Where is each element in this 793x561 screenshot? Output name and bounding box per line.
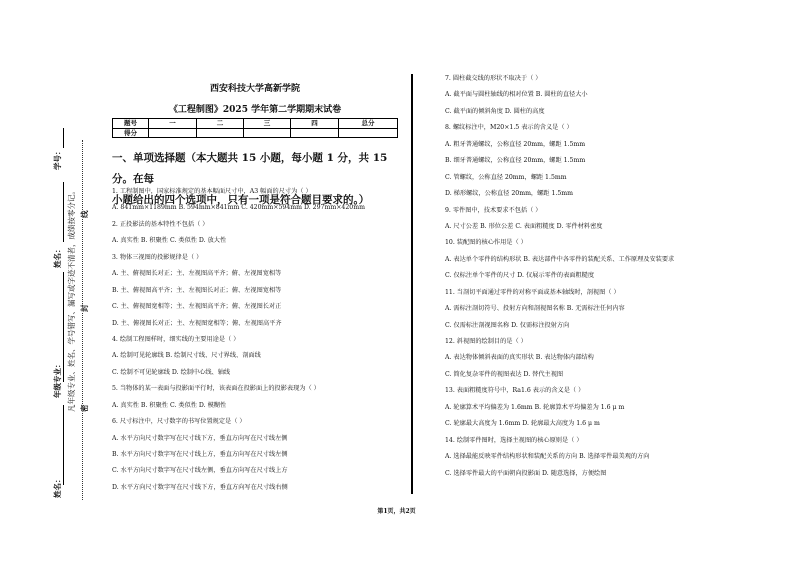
exam-title: 《工程制图》2025 学年第二学期期末试卷 xyxy=(168,105,342,115)
question-stem: 4. 绘制工程图样时，细实线的主要用途是（ ） xyxy=(112,335,240,343)
question-options: C. 仅标注单个零件的尺寸 D. 仅展示零件的表面粗糙度 xyxy=(445,272,595,280)
score-cell[interactable] xyxy=(244,128,291,138)
question-options: B. 细牙普通螺纹，公称直径 20mm，螺距 1.5mm xyxy=(445,157,586,165)
score-header: 二 xyxy=(197,119,244,129)
question-options: C. 截平面的倾斜角度 D. 圆柱的高度 xyxy=(445,107,545,115)
question-stem: 3. 物体三视图的投影规律是（ ） xyxy=(112,253,203,261)
underline xyxy=(63,405,64,485)
column-divider xyxy=(411,74,413,494)
section-heading-line: 小题给出的四个选项中，只有一项是符合题目要求的。） xyxy=(112,194,370,206)
question-options: A. 截平面与圆柱轴线的相对位置 B. 圆柱的直径大小 xyxy=(445,91,588,99)
question-stem: 9. 零件图中，技术要求不包括（ ） xyxy=(445,206,542,214)
question-stem: 10. 装配图的核心作用是（ ） xyxy=(445,239,527,247)
question-options: A. 水平方向尺寸数字写在尺寸线下方，垂直方向写在尺寸线左侧 xyxy=(112,434,288,442)
score-cell[interactable] xyxy=(291,128,339,138)
score-cell[interactable] xyxy=(339,128,398,138)
question-options: A. 真实性 B. 积聚性 C. 类似性 D. 模糊性 xyxy=(112,401,227,409)
score-header: 四 xyxy=(291,119,339,129)
right-questions xyxy=(445,71,674,482)
score-header: 一 xyxy=(149,119,197,129)
question-stem: 1. 工程制图中，国家标准规定的基本幅面尺寸中，A3 幅面的尺寸为（ ） xyxy=(112,188,312,195)
question-options: C. 选择零件最大的平面朝向投影面 D. 随意选择，方便绘图 xyxy=(445,469,607,477)
binding-notice: 凡年级专业、姓名、学号错写、漏写或字迹不清者，成绩按零分记。 xyxy=(67,187,76,412)
question-stem: 13. 表面粗糙度符号中，Ra1.6 表示的含义是（ ） xyxy=(445,387,585,395)
underline xyxy=(63,272,64,382)
question-stem: 7. 圆柱截交线的形状不取决于（ ） xyxy=(445,75,542,82)
question-options: C. 轮廓最大高度为 1.6mm D. 轮廓最大高度为 1.6 μ m xyxy=(445,420,600,428)
question-options: A. 绘制可见轮廓线 B. 绘制尺寸线、尺寸界线、剖面线 xyxy=(112,352,261,360)
seal-mark-feng: 封 xyxy=(80,304,89,312)
question-options: A. 表达单个零件的结构形状 B. 表达部件中各零件的装配关系、工作原理及安装要求 xyxy=(445,255,675,263)
question-options: A. 轮廓算术平均偏差为 1.6mm B. 轮廓算术平均偏差为 1.6 μ m xyxy=(445,403,625,411)
seal-mark-xian: 线 xyxy=(80,210,89,218)
section-heading-line: 一、单项选择题（本大题共 15 小题，每小题 1 分，共 15 分。在每 xyxy=(112,152,388,185)
question-options: C. 仅需标注剖视图名称 D. 仅需标注投射方向 xyxy=(445,321,570,329)
question-stem: 8. 螺纹标注中，M20×1.5 表示的含义是（ ） xyxy=(445,124,573,132)
question-stem: 11. 当剖切平面通过零件的对称平面或基本轴线时，剖视图（ ） xyxy=(445,288,620,296)
score-table xyxy=(112,118,398,138)
page-footer: 第1页，共2页 xyxy=(377,508,416,515)
question-options: A. 选择最能反映零件结构形状和装配关系的方向 B. 选择零件最美观的方向 xyxy=(445,453,650,461)
score-header: 总分 xyxy=(339,119,398,129)
question-options: A. 粗牙普通螺纹，公称直径 20mm，螺距 1.5mm xyxy=(445,140,586,148)
question-options: C. 简化复杂零件的视图表达 D. 替代主视图 xyxy=(445,370,564,378)
score-cell[interactable] xyxy=(149,128,197,138)
question-options: C. 绘制不可见轮廓线 D. 绘制中心线、轴线 xyxy=(112,368,231,376)
question-options: B. 主、俯视图高平齐；主、左视图长对正；俯、左视图宽相等 xyxy=(112,286,282,294)
question-options: A. 尺寸公差 B. 形位公差 C. 表面粗糙度 D. 零件材料密度 xyxy=(445,222,603,230)
question-options: C. 水平方向尺寸数字写在尺寸线左侧，垂直方向写在尺寸线上方 xyxy=(112,467,288,475)
question-options: D. 水平方向尺寸数字写在尺寸线下方，垂直方向写在尺寸线右侧 xyxy=(112,483,288,491)
seal-line xyxy=(82,140,83,500)
question-stem: 6. 尺寸标注中，尺寸数字的书写位置规定是（ ） xyxy=(112,418,246,426)
school-name: 西安科技大学高新学院 xyxy=(209,84,300,94)
question-stem: 2. 正投影法的基本特性不包括（ ） xyxy=(112,220,209,228)
student-id-label: 学号： xyxy=(53,147,62,170)
seal-mark-mi: 密 xyxy=(80,404,89,412)
grade-major-label: 年级专业： xyxy=(53,360,62,398)
question-stem: 12. 斜视图的绘制目的是（ ） xyxy=(445,338,527,345)
question-options: D. 主、俯视图长对正；主、左视图宽相等；俯、左视图高平齐 xyxy=(112,319,282,327)
question-options: D. 梯形螺纹，公称直径 20mm，螺距 1.5mm xyxy=(445,190,574,198)
score-cell[interactable] xyxy=(197,128,244,138)
question-stem: 14. 绘制零件图时，选择主视图的核心原则是（ ） xyxy=(445,436,583,444)
question-stem: 5. 当物体的某一表面与投影面平行时，该表面在投影面上的投影表现为（ ） xyxy=(112,385,320,393)
score-row-label: 得分 xyxy=(113,128,149,138)
question-options: B. 水平方向尺寸数字写在尺寸线上方，垂直方向写在尺寸线左侧 xyxy=(112,451,288,458)
question-options: A. 真实性 B. 积聚性 C. 类似性 D. 放大性 xyxy=(112,237,227,245)
name-label: 姓名： xyxy=(53,245,62,268)
question-options: C. 主、俯视图宽相等；主、左视图高平齐；俯、左视图长对正 xyxy=(112,303,282,311)
underline xyxy=(63,128,64,148)
score-header: 三 xyxy=(244,119,291,129)
underline xyxy=(63,182,64,242)
score-header: 题号 xyxy=(113,119,149,129)
question-options: A. 841mm×1189mm B. 594mm×841mm C. 420mm×594mm D. 297mm×420mm xyxy=(112,204,365,212)
question-options: C. 管螺纹，公称直径 20mm，螺距 1.5mm xyxy=(445,173,567,181)
name-label-2: 姓名： xyxy=(53,475,62,498)
left-questions xyxy=(112,184,365,496)
question-options: A. 主、俯视图长对正；主、左视图高平齐；俯、左视图宽相等 xyxy=(112,270,282,278)
question-options: A. 表达物体倾斜表面的真实形状 B. 表达物体内部结构 xyxy=(445,354,594,362)
question-options: A. 需标注剖切符号、投射方向和剖视图名称 B. 无需标注任何内容 xyxy=(445,305,625,313)
